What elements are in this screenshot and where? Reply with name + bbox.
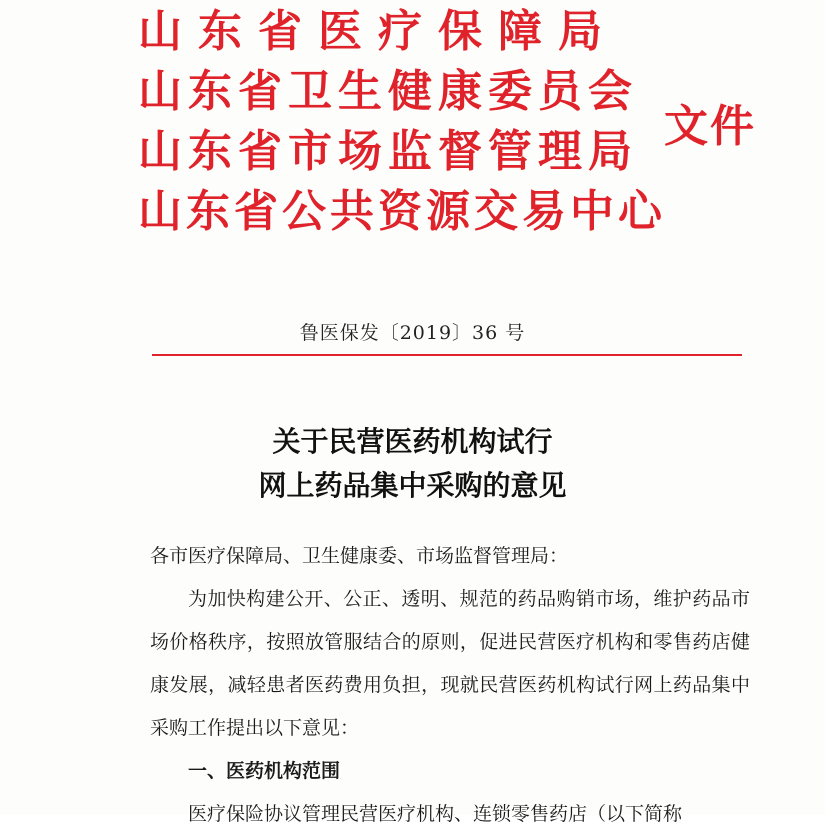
agency-market-supervision-bureau: 山东省市场监督管理局 bbox=[138, 126, 638, 177]
paragraph-scope: 医疗保险协议管理民营医疗机构、连锁零售药店（以下简称 bbox=[188, 803, 683, 825]
agency-medical-security-bureau: 山东省医疗保障局 bbox=[138, 6, 618, 57]
section-heading-1: 一、医药机构范围 bbox=[188, 760, 341, 782]
document-number: 鲁医保发〔2019〕36 号 bbox=[299, 322, 526, 344]
title-line-1: 关于民营医药机构试行 bbox=[272, 425, 553, 458]
document-suffix: 文件 bbox=[664, 101, 756, 152]
paragraph-intro: 为加快构建公开、公正、透明、规范的药品购销市场，维护药品市场价格秩序，按照放管服结合的原则，促进民营医疗机构和零售药店健康发展，减轻患者医药费用负担，现就民营医药机构试行网上药品集中采购工作提出以下意见： bbox=[150, 588, 750, 739]
agency-public-resources-trading-center: 山东省公共资源交易中心 bbox=[138, 186, 666, 237]
document-body bbox=[150, 535, 750, 836]
agency-health-commission: 山东省卫生健康委员会 bbox=[138, 66, 638, 117]
document-title bbox=[0, 420, 825, 508]
title-line-2: 网上药品集中采购的意见 bbox=[258, 469, 567, 502]
salutation: 各市医疗保障局、卫生健康委、市场监督管理局： bbox=[150, 545, 569, 567]
red-divider bbox=[152, 354, 742, 356]
issuing-agencies bbox=[138, 0, 666, 242]
